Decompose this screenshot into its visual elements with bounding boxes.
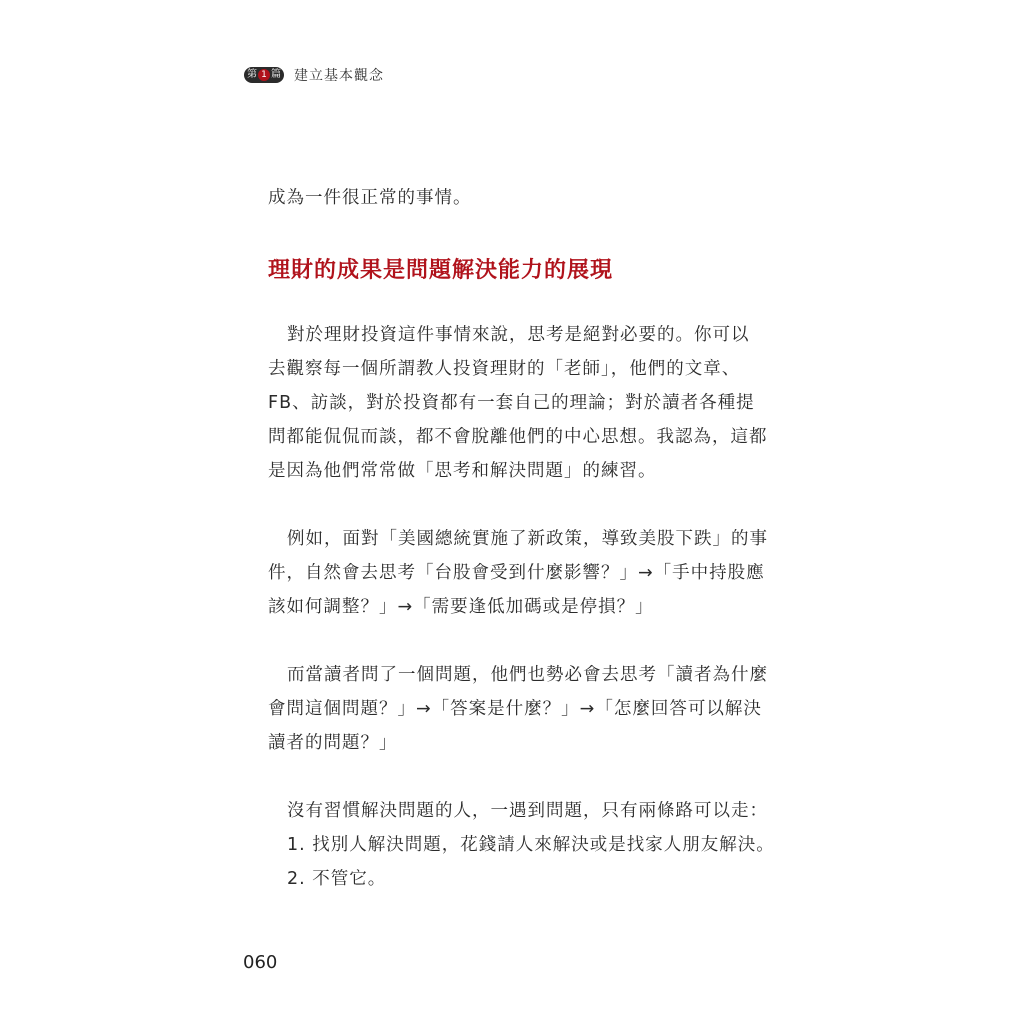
paragraph-line: 該如何調整？」→「需要逢低加碼或是停損？」 <box>268 597 654 617</box>
paragraph-intro: 沒有習慣解決問題的人，一遇到問題，只有兩條路可以走： <box>287 801 768 821</box>
paragraph-line: 而當讀者問了一個問題，他們也勢必會去思考「讀者為什麼 <box>287 665 768 685</box>
chapter-badge-suffix: 篇 <box>271 69 281 80</box>
paragraph-line: 件，自然會去思考「台股會受到什麼影響？」→「手中持股應 <box>268 563 765 583</box>
list-item: 2. 不管它。 <box>287 869 387 889</box>
paragraph-line: 去觀察每一個所謂教人投資理財的「老師」，他們的文章、 <box>268 359 741 379</box>
page-number: 060 <box>243 952 278 973</box>
chapter-badge <box>244 67 284 83</box>
chapter-badge-number: 1 <box>258 69 270 81</box>
paragraph-1 <box>268 318 768 488</box>
section-heading: 理財的成果是問題解決能力的展現 <box>268 258 614 283</box>
running-head <box>244 64 384 86</box>
paragraph-line: 讀者的問題？」 <box>268 733 398 753</box>
paragraph-line: 會問這個問題？」→「答案是什麼？」→「怎麼回答可以解決 <box>268 699 762 719</box>
list-item: 1. 找別人解決問題，花錢請人來解決或是找家人朋友解決。 <box>287 835 775 855</box>
paragraph-2 <box>268 522 768 624</box>
paragraph-3 <box>268 658 768 760</box>
paragraph-line: 問都能侃侃而談，都不會脫離他們的中心思想。我認為，這都 <box>268 427 768 447</box>
chapter-title: 建立基本觀念 <box>294 68 384 84</box>
paragraph-4 <box>268 794 775 896</box>
carryover-text <box>268 181 768 215</box>
paragraph-line: 是因為他們常常做「思考和解決問題」的練習。 <box>268 461 657 481</box>
chapter-badge-prefix: 第 <box>247 69 257 80</box>
paragraph-line: 對於理財投資這件事情來說，思考是絕對必要的。你可以 <box>287 325 750 345</box>
paragraph-line: FB、訪談，對於投資都有一套自己的理論；對於讀者各種提 <box>268 393 755 413</box>
carryover-line: 成為一件很正常的事情。 <box>268 188 472 208</box>
paragraph-line: 例如，面對「美國總統實施了新政策，導致美股下跌」的事 <box>287 529 768 549</box>
